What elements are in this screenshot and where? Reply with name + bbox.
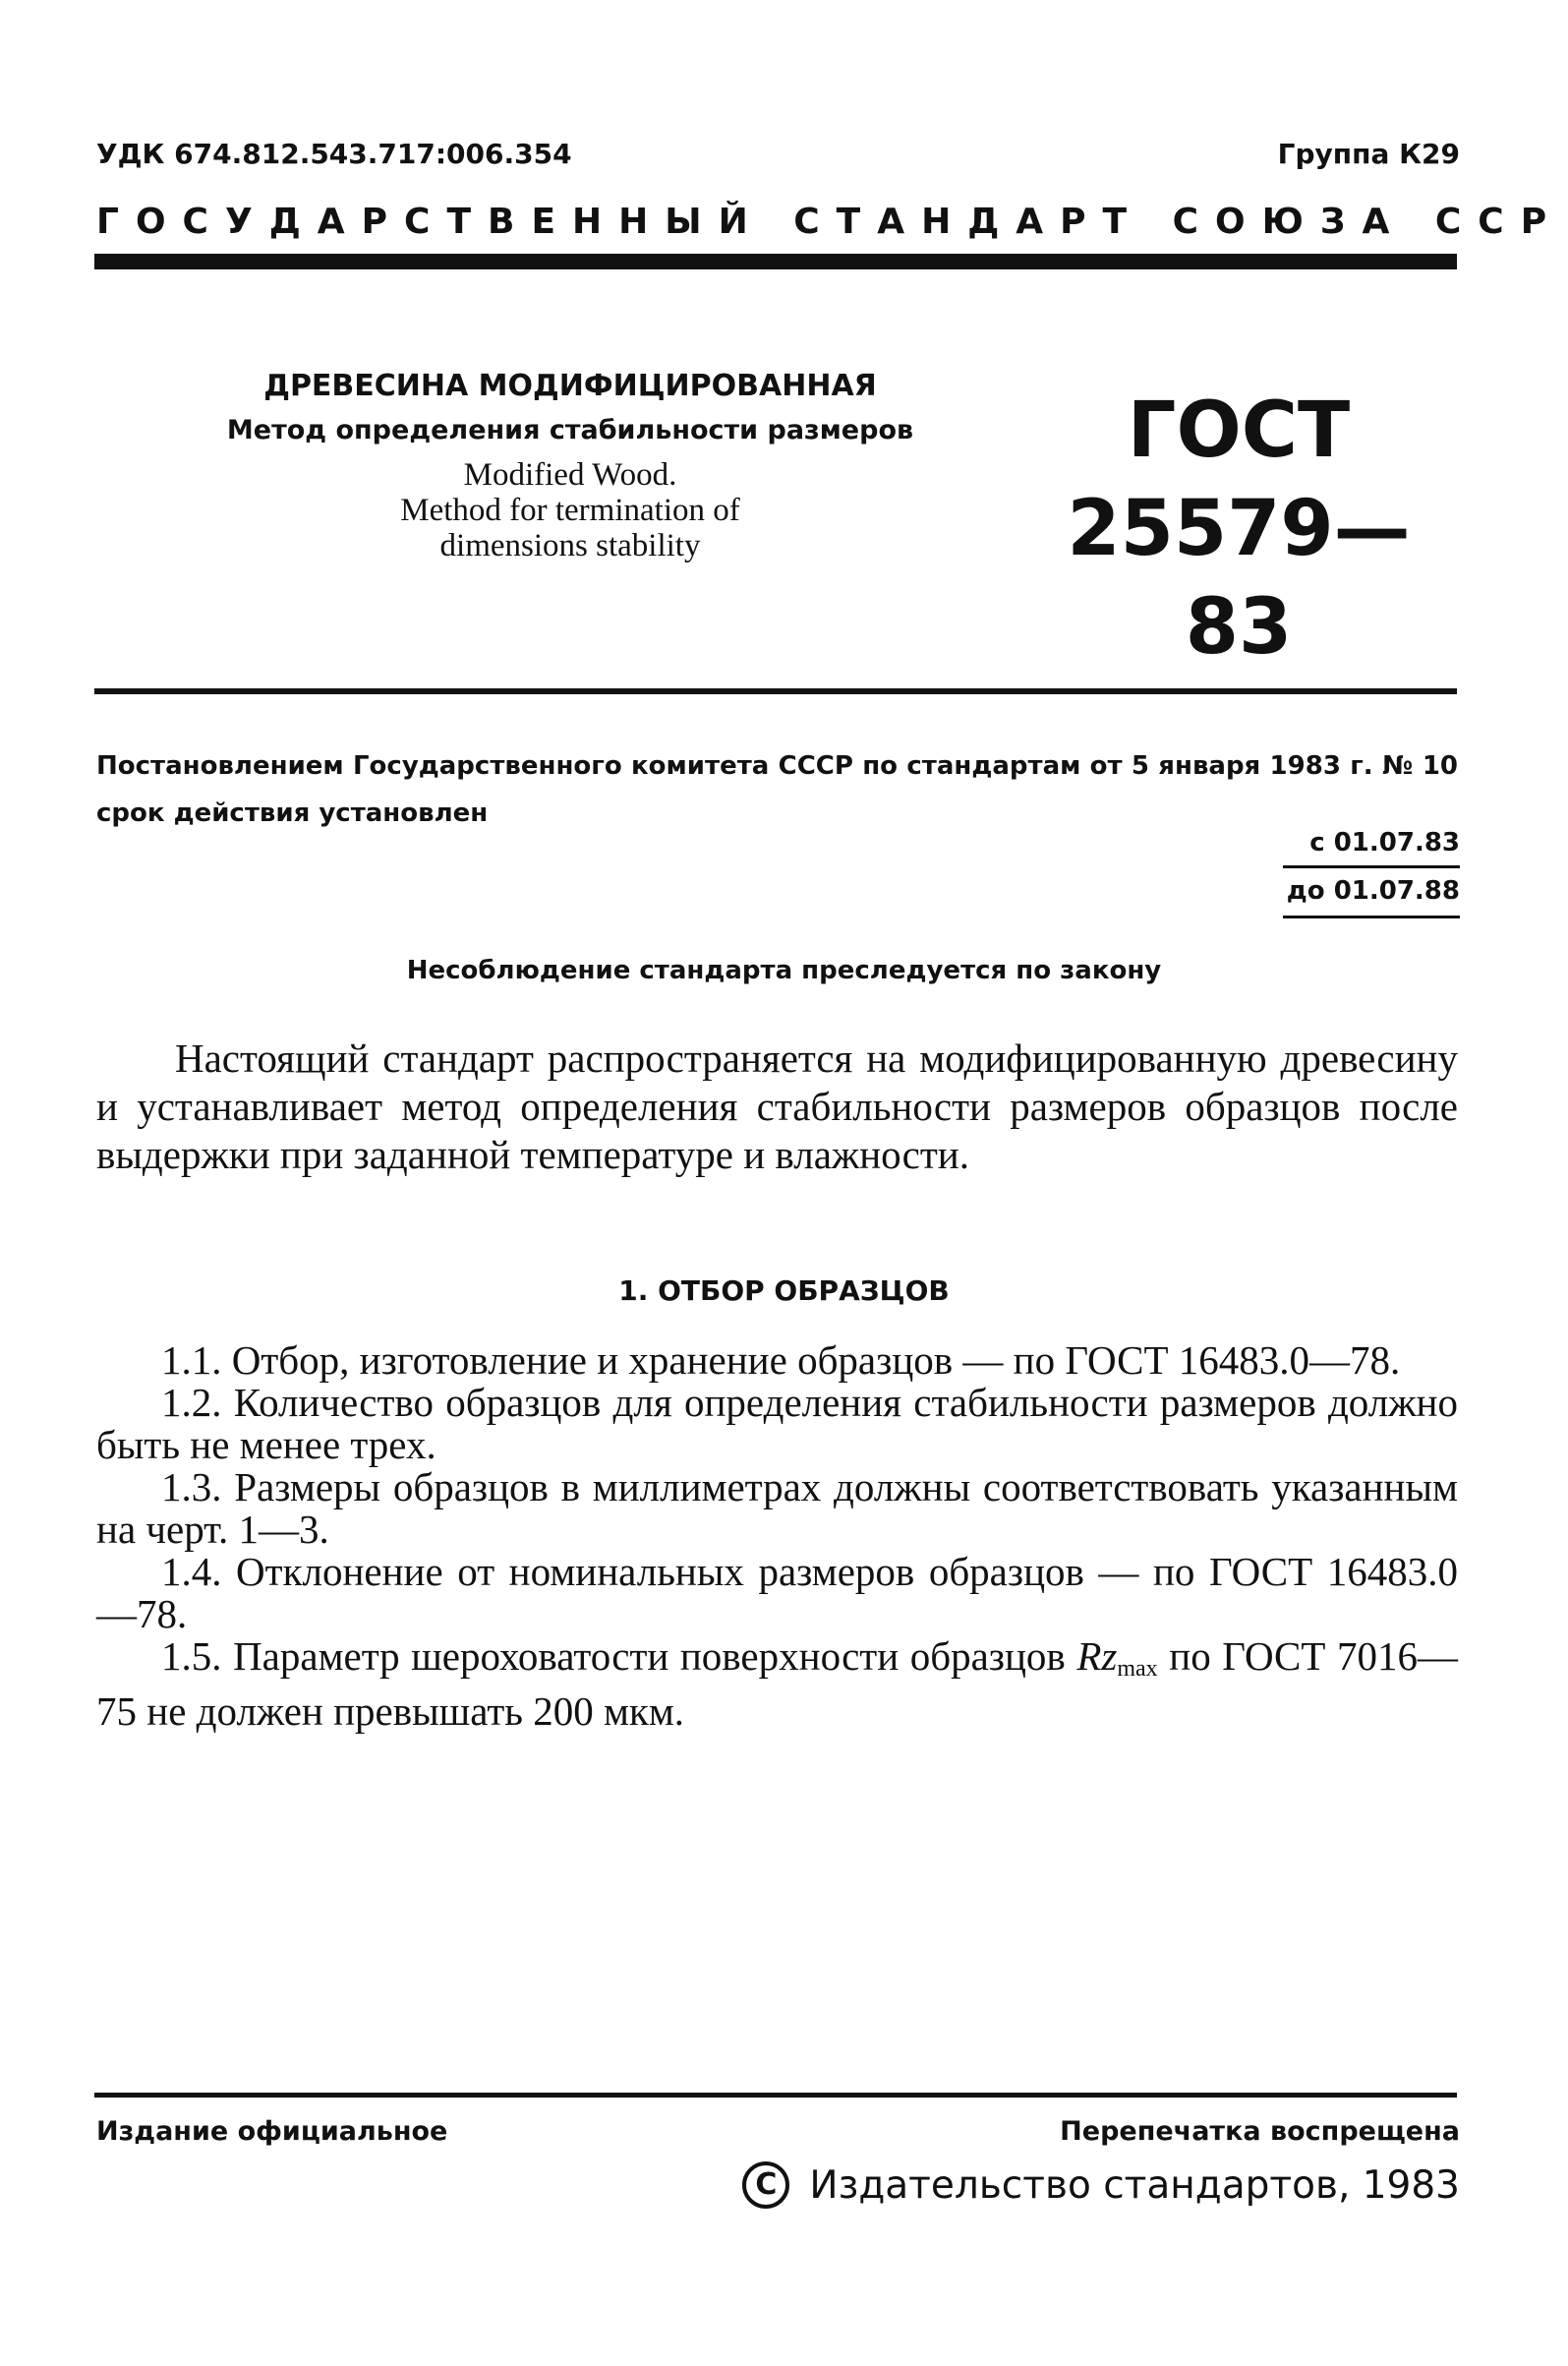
intro-paragraph: Настоящий стандарт распространяется на модифицированную древесину и устанавливает метод определения стабильности размеров образцов после выдержки при заданной температуре и влажности. [96,1035,1458,1177]
footer-rule [94,2093,1457,2098]
copyright-icon: C [742,2161,789,2209]
reprint-prohibited: Перепечатка воспрещена [1060,2116,1460,2147]
rz-symbol: Rz [1076,1633,1118,1679]
title-english-line3: dimensions stability [439,528,701,563]
validity-dates [1283,828,1460,918]
gost-number: 25579—83 [1067,485,1411,672]
publisher-name: Издательство стандартов, 1983 [809,2162,1460,2208]
gost-label: ГОСТ [1127,386,1351,475]
date-underline [1283,916,1460,918]
item-1-5 [96,1635,1458,1733]
udk-code: УДК 674.812.543.717:006.354 [96,138,572,170]
rz-subscript: max [1117,1656,1158,1682]
title-english-line1: Modified Wood. [463,457,677,493]
date-from: с 01.07.83 [1309,828,1460,858]
item-1-3: 1.3. Размеры образцов в миллиметрах должны соответствовать указанным на черт. 1—3. [96,1464,1458,1552]
item-1-1: 1.1. Отбор, изготовление и хранение образцов — по ГОСТ 16483.0—78. [161,1337,1401,1383]
official-edition: Издание официальное [96,2116,448,2147]
header-rule [94,254,1457,269]
date-to: до 01.07.88 [1286,876,1460,906]
title-subtitle: Метод определения стабильности размеров [226,415,914,445]
item-1-2: 1.2. Количество образцов для определения стабильности размеров должно быть не менее трех. [96,1380,1458,1467]
legal-warning: Несоблюдение стандарта преследуется по закону [406,956,1162,985]
decree-text: Постановлением Государственного комитета СССР по стандартам от 5 января 1983 г. № 10 срок действия установлен [96,751,1458,828]
title-english-line2: Method for termination of [400,493,740,528]
publisher-line [742,2161,1460,2209]
item-1-5-text: 1.5. Параметр шероховатости поверхности образцов [161,1633,1066,1679]
title-main: ДРЕВЕСИНА МОДИФИЦИРОВАННАЯ [263,369,877,403]
group-code: Группа К29 [1277,138,1460,170]
state-standard-banner: ГОСУДАРСТВЕННЫЙ СТАНДАРТ СОЮЗА ССР [96,202,1564,242]
gost-designation [1067,382,1411,677]
item-1-5-text-end: по ГОСТ 7016—75 не должен превышать 200 мкм. [96,1633,1459,1734]
title-block [197,369,944,563]
title-rule [94,688,1457,694]
section-heading: 1. ОТБОР ОБРАЗЦОВ [618,1274,950,1307]
section-items [96,1339,1458,1733]
item-1-4: 1.4. Отклонение от номинальных размеров образцов — по ГОСТ 16483.0—78. [96,1549,1458,1636]
